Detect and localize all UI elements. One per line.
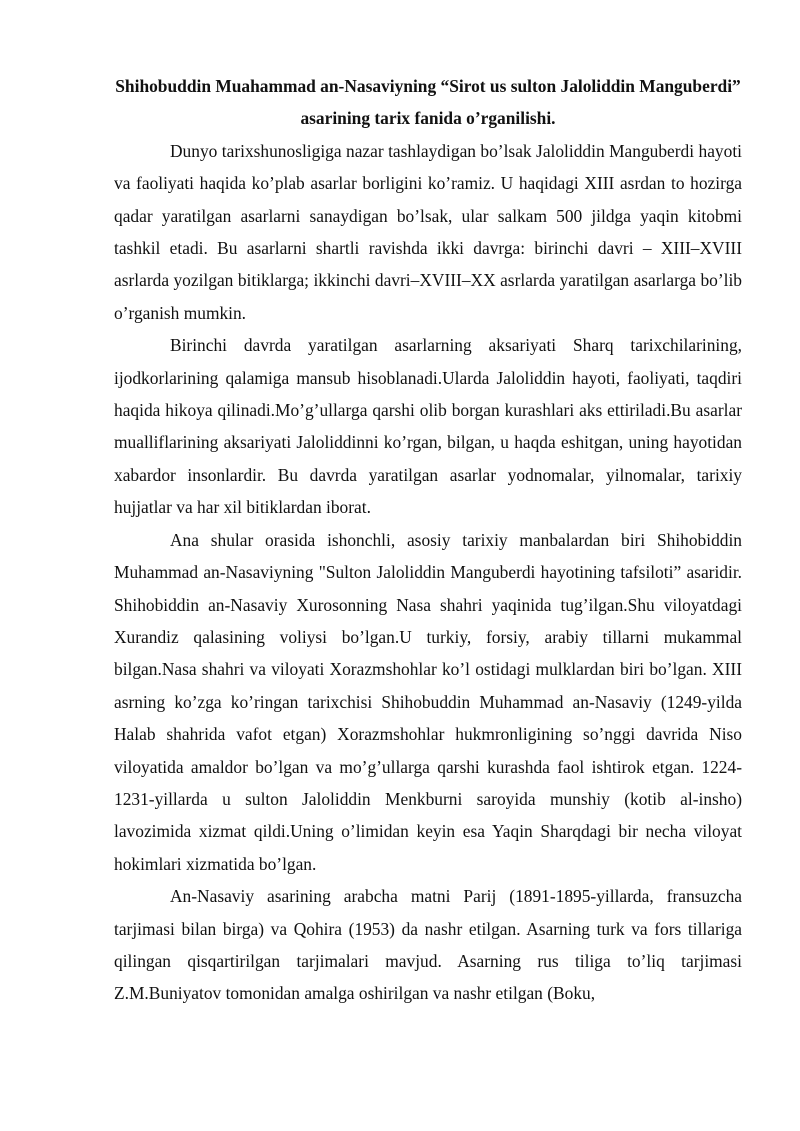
document-title: Shihobuddin Muahammad an-Nasaviyning “Sirot us sulton Jaloliddin Manguberdi” asarining tarix fanida o’rganilishi. [115, 76, 741, 129]
paragraph-1: Dunyo tarixshunosligiga nazar tashlaydigan bo’lsak Jaloliddin Manguberdi hayoti va faoliyati haqida ko’plab asarlar borligini ko’ramiz. U haqidagi XIII asrdan to hozirga qadar yaratilgan asarlarni sanaydigan bo’lsak, ular salkam 500 jildga yaqin kitobmi tashkil etadi. Bu asarlarni shartli ravishda ikki davrga: birinchi davri – XIII–XVIII asrlarda yozilgan bitiklarga; ikkinchi davri–XVIII–XX asrlarda yaratilgan asarlarga bo’lib o’rganish mumkin. [114, 140, 742, 323]
paragraph-4: An-Nasaviy asarining arabcha matni Parij (1891-1895-yillarda, fransuzcha tarjimasi bilan birga) va Qohira (1953) da nashr etilgan. Asarning turk va fors tillariga qilingan qisqartirilgan tarjimalari mavjud. Asarning rus tiliga to’liq tarjimasi Z.M.Buniyatov tomonidan amalga oshirilgan va nashr etilgan (Boku, [114, 886, 742, 1004]
paragraph-3: Ana shular orasida ishonchli, asosiy tarixiy manbalardan biri Shihobiddin Muhammad an-Nasaviyning "Sulton Jaloliddin Manguberdi hayotining tafsiloti” asaridir. Shihobiddin an-Nasaviy Xurosonning Nasa shahri yaqinida tug’ilgan.Shu viloyatdagi Xurandiz qalasining voliysi bo’lgan.U turkiy, forsiy, arabiy tillarni mukammal bilgan.Nasa shahri va viloyati Xorazmshohlar ko’l ostidagi mulklardan biri bo’lgan. XIII asrning ko’zga ko’ringan tarixchisi Shihobuddin Muhammad an-Nasaviy (1249-yilda Halab shahrida vafot etgan) Xorazmshohlar hukmronligining so’nggi davrida Niso viloyatida amaldor bo’lgan va mo’g’ullarga qarshi kurashda faol ishtirok etgan. 1224-1231-yillarda u sulton Jaloliddin Menkburni saroyida munshiy (kotib al-insho) lavozimida xizmat qildi.Uning o’limidan keyin esa Yaqin Sharqdagi bir necha viloyat hokimlari xizmatida bo’lgan. [114, 529, 742, 874]
paragraph-2: Birinchi davrda yaratilgan asarlarning aksariyati Sharq tarixchilarining, ijodkorlarining qalamiga mansub hisoblanadi.Ularda Jaloliddin hayoti, faoliyati, taqdiri haqida hikoya qilinadi.Mo’g’ullarga qarshi olib borgan kurashlari aks ettiriladi.Bu asarlar mualliflarining aksariyati Jaloliddinni ko’rgan, bilgan, u haqda eshitgan, uning hayotidan xabardor insonlardir. Bu davrda yaratilgan asarlar yodnomalar, yilnomalar, tarixiy hujjatlar va har xil bitiklardan iborat. [114, 335, 742, 518]
document-page [114, 70, 742, 1010]
